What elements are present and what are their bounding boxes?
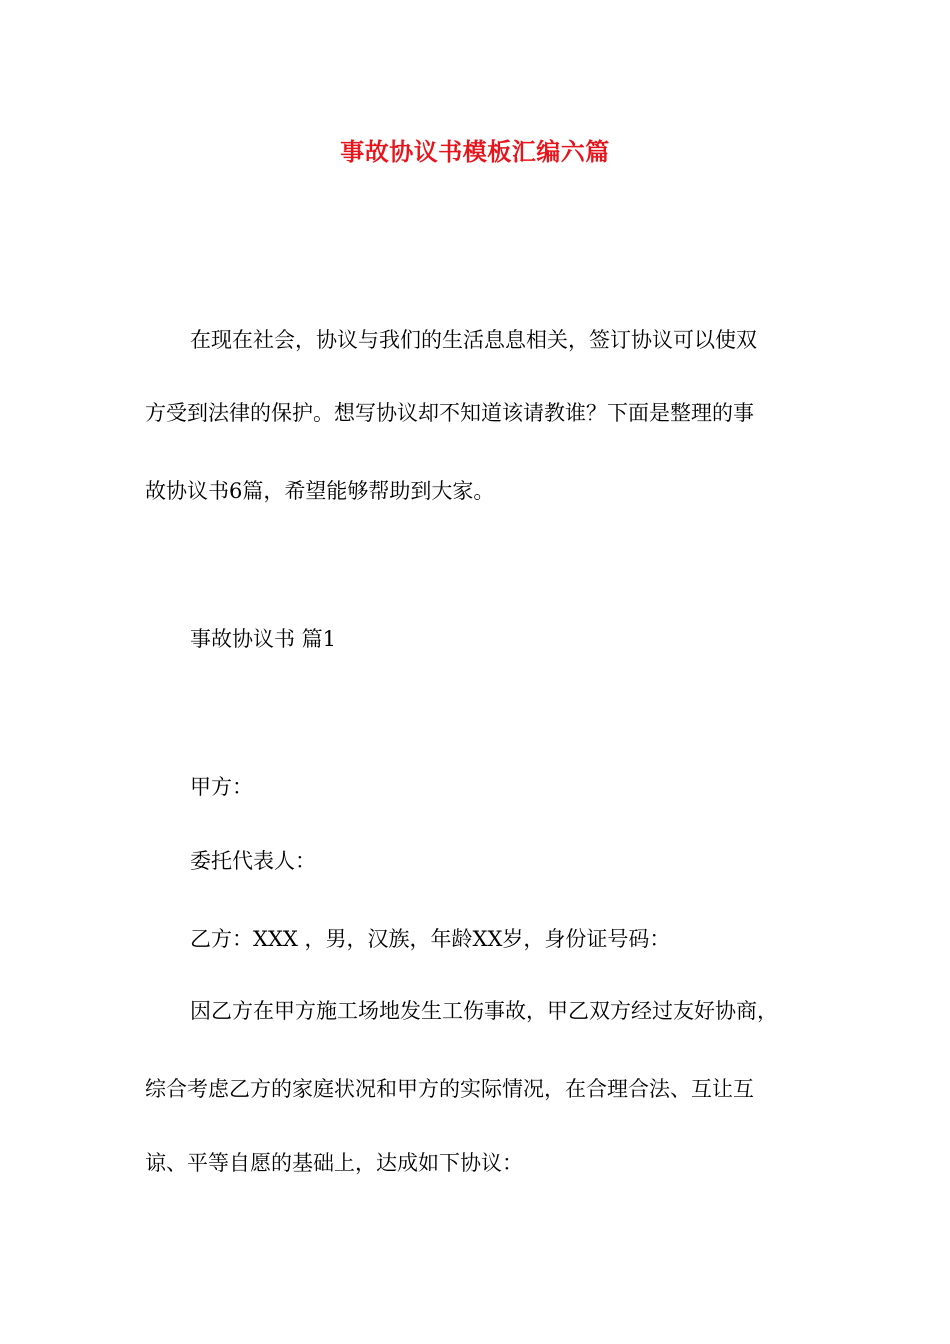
body-line-2: 综合考虑乙方的家庭状况和甲方的实际情况，在合理合法、互让互 [145, 1077, 754, 1101]
agent-label: 委托代表人： [190, 849, 316, 873]
body-line-1: 因乙方在甲方施工场地发生工伤事故，甲乙双方经过友好协商， [190, 999, 778, 1023]
intro-line-2: 方受到法律的保护。想写协议却不知道该请教谁？下面是整理的事 [145, 401, 754, 425]
section-heading: 事故协议书 篇1 [190, 627, 337, 651]
body-line-3: 谅、平等自愿的基础上，达成如下协议： [145, 1151, 523, 1175]
document-title: 事故协议书模板汇编六篇 [340, 138, 610, 166]
party-a-label: 甲方： [190, 775, 253, 799]
party-b-line: 乙方：XXX ，男，汉族，年龄XX岁，身份证号码： [190, 927, 671, 951]
intro-line-1: 在现在社会，协议与我们的生活息息相关，签订协议可以使双 [190, 328, 757, 352]
intro-line-3: 故协议书6篇，希望能够帮助到大家。 [145, 479, 495, 503]
